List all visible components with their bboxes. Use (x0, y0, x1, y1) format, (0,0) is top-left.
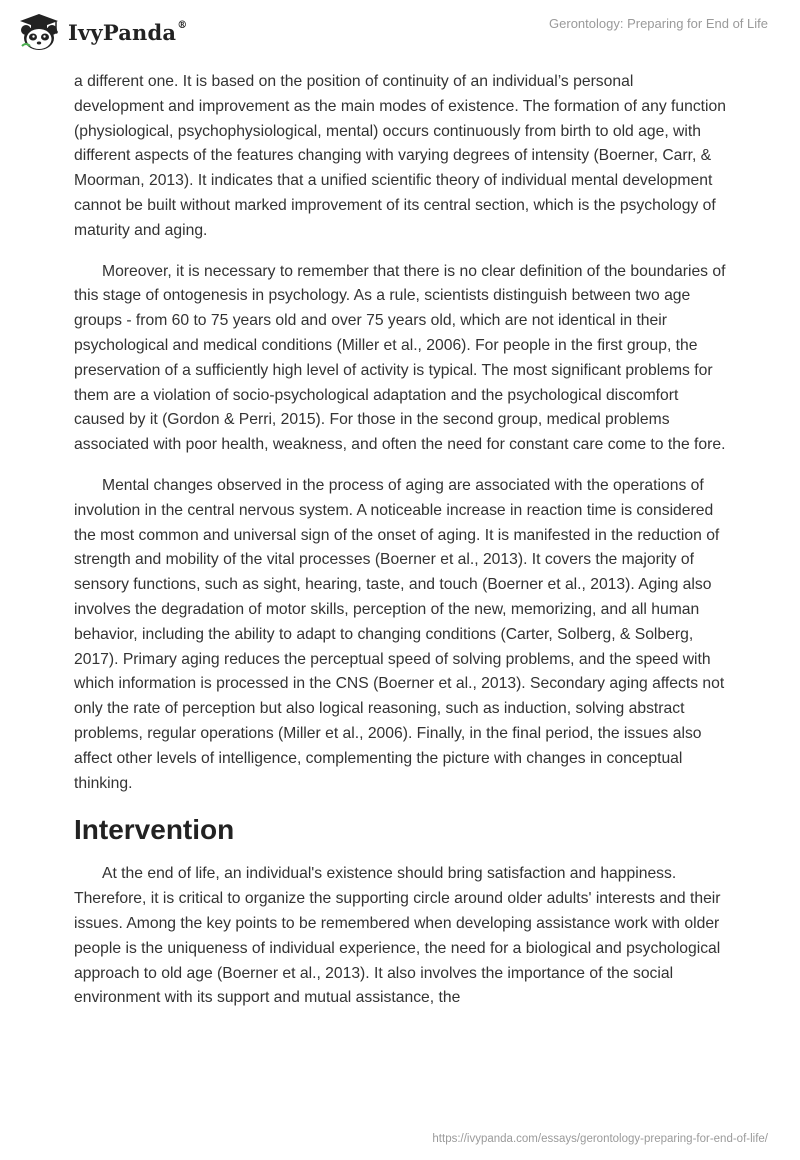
essay-body (74, 70, 726, 1027)
panda-graduate-icon (16, 12, 62, 52)
document-title: Gerontology: Preparing for End of Life (549, 16, 768, 31)
paragraph-continuation: a different one. It is based on the position of continuity of an individual’s personal development and improvement as the main modes of existence. The formation of any function (physiological, psychophysiological, mental) occurs continuously from birth to old age, with different aspects of the features changing with varying degrees of intensity (Boerner, Carr, & Moorman, 2013). It indicates that a unified scientific theory of individual mental development cannot be built without marked improvement of its central section, which is the psychology of maturity and aging. (74, 73, 726, 239)
paragraph-intervention: At the end of life, an individual's existence should bring satisfaction and happiness. Therefore, it is critical to organize the supporting circle around older adults' interests and their issues. Among the key points to be remembered when developing assistance work with older people is the uniqueness of individual experience, the need for a biological and psychological approach to old age (Boerner et al., 2013). It also involves the importance of the social environment with its support and mutual assistance, the (74, 865, 721, 1007)
page-header (0, 0, 800, 70)
paragraph-mental-changes: Mental changes observed in the process of aging are associated with the operations of involution in the central nervous system. A noticeable increase in reaction time is considered the most common and universal sign of the onset of aging. It is manifested in the reduction of strength and mobility of the vital processes (Boerner et al., 2013). It covers the majority of sensory functions, such as sight, hearing, taste, and touch (Boerner et al., 2013). Aging also involves the degradation of motor skills, perception of the new, memorizing, and all human behavior, including the ability to adapt to changing conditions (Carter, Solberg, & Solberg, 2017). Primary aging reduces the perceptual speed of solving problems, and the speed with which information is processed in the CNS (Boerner et al., 2013). Secondary aging affects not only the rate of perception but also logical reasoning, such as induction, solving abstract problems, regular operations (Miller et al., 2006). Finally, in the final period, the issues also affect other levels of intelligence, complementing the picture with changes in conceptual thinking. (74, 476, 725, 792)
ivypanda-logo[interactable] (16, 10, 187, 54)
section-heading-intervention: Intervention (74, 814, 235, 846)
logo-wordmark: IvyPanda® (68, 19, 188, 45)
paragraph-age-groups: Moreover, it is necessary to remember that there is no clear definition of the boundaries of this stage of ontogenesis in psychology. As a rule, scientists distinguish between two age groups - from 60 to 75 years old and over 75 years old, which are not identical in their psychological and medical conditions (Miller et al., 2006). For people in the first group, the preservation of a sufficiently high level of activity is typical. The most significant problems for them are a violation of socio-psychological adaptation and the psychological discomfort caused by it (Gordon & Perri, 2015). For those in the second group, medical problems associated with poor health, weakness, and often the need for constant care come to the fore. (74, 262, 726, 454)
source-url[interactable]: https://ivypanda.com/essays/gerontology-preparing-for-end-of-life/ (432, 1133, 768, 1145)
